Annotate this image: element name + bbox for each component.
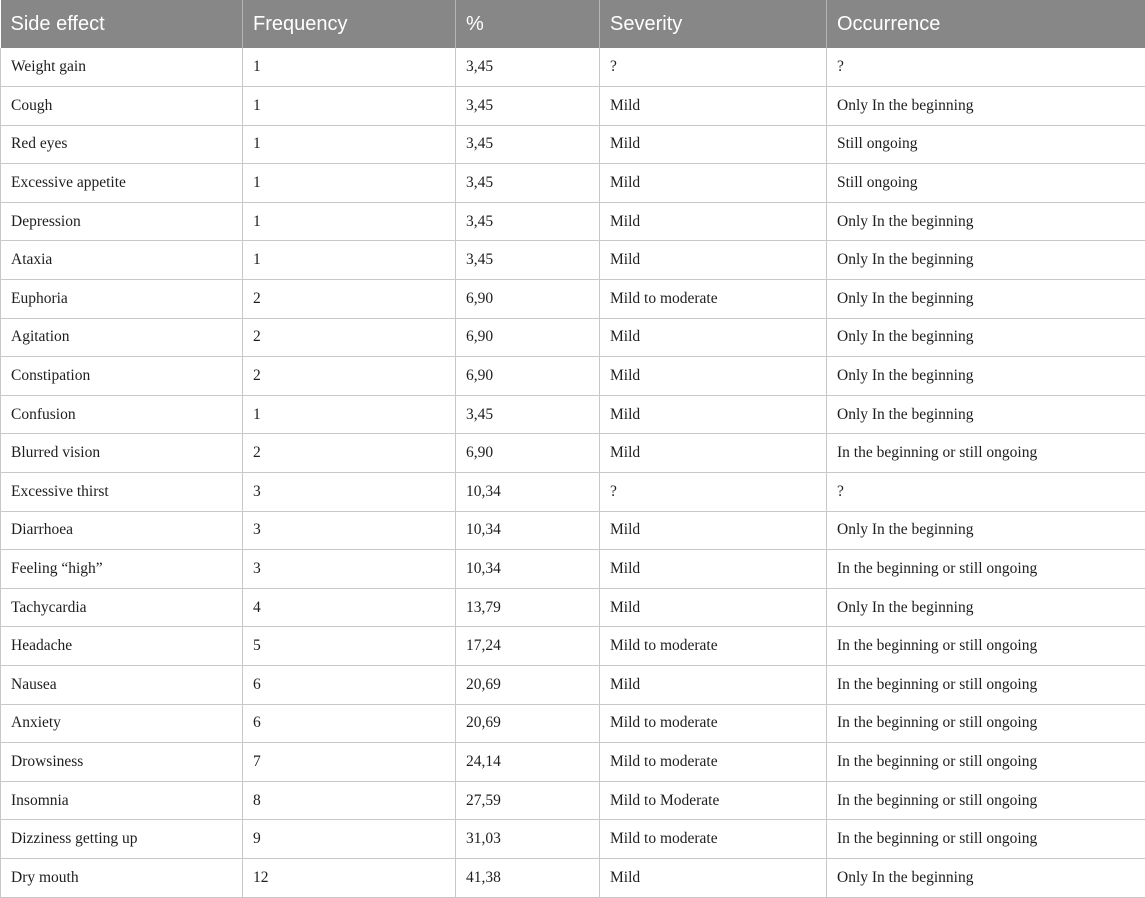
cell-frequency: 1: [243, 241, 456, 280]
cell-occurrence: In the beginning or still ongoing: [827, 743, 1145, 782]
cell-side-effect: Constipation: [1, 357, 243, 396]
cell-percent: 10,34: [456, 511, 600, 550]
cell-severity: Mild: [600, 395, 827, 434]
cell-severity: ?: [600, 473, 827, 512]
table-row: [1, 820, 1145, 859]
cell-occurrence: In the beginning or still ongoing: [827, 627, 1145, 666]
cell-side-effect: Drowsiness: [1, 743, 243, 782]
cell-severity: Mild to moderate: [600, 820, 827, 859]
cell-frequency: 1: [243, 48, 456, 87]
cell-occurrence: In the beginning or still ongoing: [827, 820, 1145, 859]
table-row: [1, 48, 1145, 87]
cell-side-effect: Confusion: [1, 395, 243, 434]
cell-frequency: 3: [243, 511, 456, 550]
cell-percent: 6,90: [456, 280, 600, 319]
cell-frequency: 2: [243, 434, 456, 473]
cell-severity: Mild: [600, 588, 827, 627]
cell-percent: 6,90: [456, 434, 600, 473]
cell-occurrence: Still ongoing: [827, 125, 1145, 164]
cell-severity: Mild to Moderate: [600, 781, 827, 820]
table-row: [1, 241, 1145, 280]
cell-side-effect: Tachycardia: [1, 588, 243, 627]
cell-occurrence: Only In the beginning: [827, 318, 1145, 357]
table-row: [1, 627, 1145, 666]
cell-frequency: 4: [243, 588, 456, 627]
cell-occurrence: ?: [827, 473, 1145, 512]
cell-percent: 13,79: [456, 588, 600, 627]
cell-occurrence: Only In the beginning: [827, 280, 1145, 319]
table-row: [1, 858, 1145, 897]
cell-occurrence: ?: [827, 48, 1145, 87]
cell-severity: Mild: [600, 125, 827, 164]
cell-frequency: 7: [243, 743, 456, 782]
table-row: [1, 550, 1145, 589]
cell-percent: 6,90: [456, 318, 600, 357]
cell-percent: 6,90: [456, 357, 600, 396]
cell-severity: Mild: [600, 318, 827, 357]
table-header: [1, 0, 1145, 48]
cell-percent: 20,69: [456, 704, 600, 743]
cell-frequency: 1: [243, 395, 456, 434]
cell-side-effect: Depression: [1, 202, 243, 241]
cell-occurrence: Only In the beginning: [827, 395, 1145, 434]
cell-severity: Mild: [600, 434, 827, 473]
cell-frequency: 1: [243, 125, 456, 164]
cell-frequency: 1: [243, 164, 456, 203]
cell-side-effect: Nausea: [1, 666, 243, 705]
cell-frequency: 9: [243, 820, 456, 859]
cell-severity: Mild: [600, 241, 827, 280]
cell-severity: Mild: [600, 202, 827, 241]
table-row: [1, 202, 1145, 241]
table-row: [1, 434, 1145, 473]
table-row: [1, 704, 1145, 743]
cell-side-effect: Dry mouth: [1, 858, 243, 897]
cell-frequency: 1: [243, 87, 456, 126]
cell-severity: Mild: [600, 164, 827, 203]
table-row: [1, 781, 1145, 820]
cell-percent: 3,45: [456, 125, 600, 164]
table-row: [1, 318, 1145, 357]
cell-percent: 3,45: [456, 48, 600, 87]
table-row: [1, 395, 1145, 434]
cell-frequency: 6: [243, 704, 456, 743]
cell-occurrence: In the beginning or still ongoing: [827, 781, 1145, 820]
cell-side-effect: Anxiety: [1, 704, 243, 743]
cell-side-effect: Euphoria: [1, 280, 243, 319]
cell-side-effect: Excessive appetite: [1, 164, 243, 203]
cell-percent: 17,24: [456, 627, 600, 666]
cell-severity: ?: [600, 48, 827, 87]
cell-percent: 24,14: [456, 743, 600, 782]
cell-severity: Mild: [600, 87, 827, 126]
cell-frequency: 5: [243, 627, 456, 666]
table-row: [1, 473, 1145, 512]
cell-side-effect: Headache: [1, 627, 243, 666]
cell-severity: Mild: [600, 357, 827, 396]
cell-frequency: 2: [243, 318, 456, 357]
cell-percent: 3,45: [456, 202, 600, 241]
cell-percent: 3,45: [456, 164, 600, 203]
header-frequency: Frequency: [243, 0, 456, 48]
table-row: [1, 280, 1145, 319]
cell-frequency: 1: [243, 202, 456, 241]
cell-occurrence: Still ongoing: [827, 164, 1145, 203]
table-row: [1, 87, 1145, 126]
cell-severity: Mild: [600, 550, 827, 589]
table-body: [1, 48, 1145, 897]
cell-frequency: 3: [243, 473, 456, 512]
cell-occurrence: Only In the beginning: [827, 357, 1145, 396]
table-row: [1, 125, 1145, 164]
cell-percent: 10,34: [456, 473, 600, 512]
cell-side-effect: Red eyes: [1, 125, 243, 164]
cell-severity: Mild: [600, 511, 827, 550]
cell-side-effect: Blurred vision: [1, 434, 243, 473]
cell-severity: Mild to moderate: [600, 627, 827, 666]
header-row: [1, 0, 1145, 48]
cell-side-effect: Diarrhoea: [1, 511, 243, 550]
cell-severity: Mild: [600, 666, 827, 705]
cell-frequency: 2: [243, 280, 456, 319]
cell-percent: 20,69: [456, 666, 600, 705]
cell-percent: 3,45: [456, 241, 600, 280]
header-severity: Severity: [600, 0, 827, 48]
cell-percent: 27,59: [456, 781, 600, 820]
cell-frequency: 12: [243, 858, 456, 897]
table-row: [1, 164, 1145, 203]
cell-occurrence: Only In the beginning: [827, 511, 1145, 550]
cell-percent: 31,03: [456, 820, 600, 859]
cell-occurrence: In the beginning or still ongoing: [827, 434, 1145, 473]
table-row: [1, 357, 1145, 396]
cell-side-effect: Agitation: [1, 318, 243, 357]
cell-occurrence: In the beginning or still ongoing: [827, 666, 1145, 705]
cell-side-effect: Dizziness getting up: [1, 820, 243, 859]
header-side-effect: Side effect: [1, 0, 243, 48]
cell-side-effect: Cough: [1, 87, 243, 126]
cell-occurrence: Only In the beginning: [827, 202, 1145, 241]
cell-occurrence: In the beginning or still ongoing: [827, 550, 1145, 589]
cell-side-effect: Insomnia: [1, 781, 243, 820]
cell-side-effect: Feeling “high”: [1, 550, 243, 589]
cell-severity: Mild to moderate: [600, 280, 827, 319]
cell-severity: Mild: [600, 858, 827, 897]
cell-severity: Mild to moderate: [600, 704, 827, 743]
cell-percent: 10,34: [456, 550, 600, 589]
table-row: [1, 666, 1145, 705]
cell-occurrence: In the beginning or still ongoing: [827, 704, 1145, 743]
table-row: [1, 743, 1145, 782]
cell-frequency: 8: [243, 781, 456, 820]
cell-percent: 41,38: [456, 858, 600, 897]
cell-frequency: 2: [243, 357, 456, 396]
cell-severity: Mild to moderate: [600, 743, 827, 782]
table-row: [1, 588, 1145, 627]
cell-occurrence: Only In the beginning: [827, 858, 1145, 897]
cell-side-effect: Ataxia: [1, 241, 243, 280]
cell-frequency: 3: [243, 550, 456, 589]
cell-side-effect: Excessive thirst: [1, 473, 243, 512]
header-occurrence: Occurrence: [827, 0, 1145, 48]
table-row: [1, 511, 1145, 550]
cell-occurrence: Only In the beginning: [827, 241, 1145, 280]
cell-side-effect: Weight gain: [1, 48, 243, 87]
header-percent: %: [456, 0, 600, 48]
cell-percent: 3,45: [456, 395, 600, 434]
cell-percent: 3,45: [456, 87, 600, 126]
cell-occurrence: Only In the beginning: [827, 588, 1145, 627]
cell-frequency: 6: [243, 666, 456, 705]
cell-occurrence: Only In the beginning: [827, 87, 1145, 126]
